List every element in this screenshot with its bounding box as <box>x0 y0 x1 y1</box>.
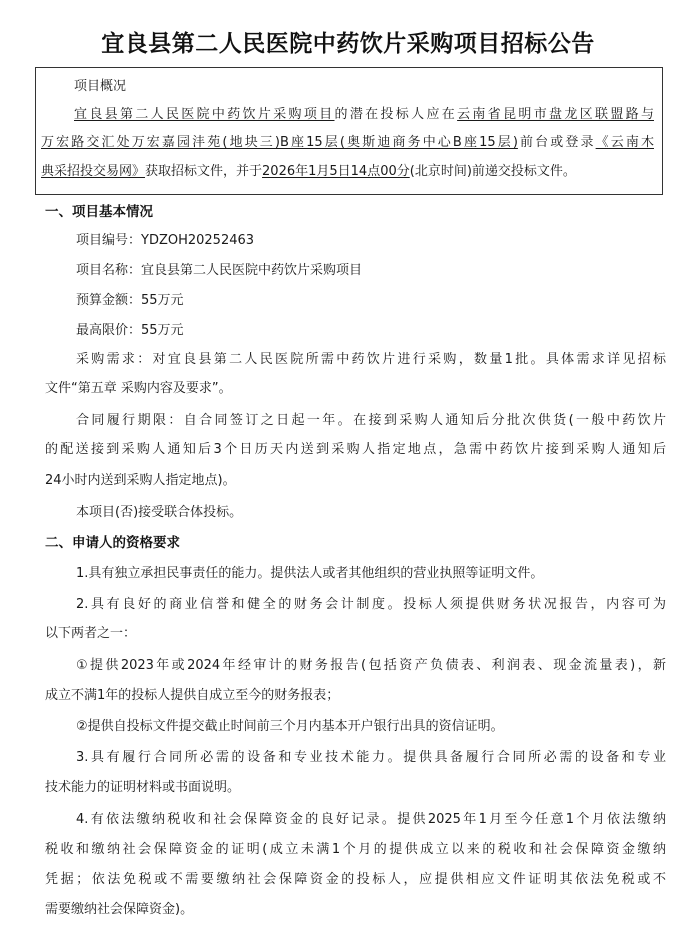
requirement-2-line-2: 以下两者之一： <box>45 626 137 641</box>
page-title: 宜良县第二人民医院中药饮片采购项目招标公告 <box>101 30 595 57</box>
overview-line-1 <box>74 105 654 125</box>
overview-address-cont: 万宏路交汇处万宏嘉园沣苑(地块三)B座15层(奥斯迪商务中心B座15层) <box>41 135 518 150</box>
section-2-heading: 二、申请人的资格要求 <box>45 535 180 551</box>
option-1-line-1: ①提供2023年或2024年经审计的财务报告(包括资产负债表、利润表、现金流量表)，新 <box>76 658 666 673</box>
project-overview-box <box>35 67 663 195</box>
overview-platform-link[interactable]: 《云南木 <box>595 135 654 150</box>
overview-deadline: 2026年1月5日14点00分 <box>262 164 410 179</box>
overview-text: 的潜在投标人应在 <box>334 107 458 122</box>
overview-address: 云南省昆明市盘龙区联盟路与 <box>457 107 654 122</box>
overview-line-3 <box>41 162 576 182</box>
max-price: 最高限价：55万元 <box>76 323 184 338</box>
requirement-4-line-4: 需要缴纳社会保障资金)。 <box>45 902 194 917</box>
requirement-4-line-1: 4.有依法缴纳税收和社会保障资金的良好记录。提供2025年1月至今任意1个月依法缴纳 <box>76 812 666 827</box>
requirement-3-line-2: 技术能力的证明材料或书面说明。 <box>45 780 241 795</box>
contract-period-line-3: 24小时内送到采购人指定地点)。 <box>45 473 236 488</box>
overview-line-2 <box>41 133 654 153</box>
project-number: 项目编号：YDZOH20252463 <box>76 233 255 248</box>
contract-period-line-2: 的配送接到采购人通知后3个日历天内送到采购人指定地点，急需中药饮片接到采购人通知后 <box>45 442 666 457</box>
requirement-4-line-2: 税收和缴纳社会保障资金的证明(成立未满1个月的提供成立以来的税收和社会保障资金缴纳 <box>45 842 666 857</box>
overview-text: 前台或登录 <box>517 135 596 150</box>
overview-label: 项目概况 <box>74 79 127 94</box>
requirement-2-line-1: 2.具有良好的商业信誉和健全的财务会计制度。投标人须提供财务状况报告，内容可为 <box>76 597 666 612</box>
contract-period-line-1: 合同履行期限：自合同签订之日起一年。在接到采购人通知后分批次供货(一般中药饮片 <box>76 413 666 428</box>
option-2: ②提供自投标文件提交截止时间前三个月内基本开户银行出具的资信证明。 <box>76 719 504 734</box>
procurement-demand-line-2: 文件“第五章 采购内容及要求”。 <box>45 381 232 396</box>
overview-text: (北京时间)前递交投标文件。 <box>409 164 576 179</box>
overview-platform-link-cont[interactable]: 典采招投交易网》 <box>41 164 146 179</box>
consortium-note: 本项目(否)接受联合体投标。 <box>76 505 243 520</box>
option-1-line-2: 成立不满1年的投标人提供自成立至今的财务报表； <box>45 688 340 703</box>
budget-amount: 预算金额：55万元 <box>76 293 184 308</box>
overview-text: 获取招标文件，并于 <box>145 164 263 179</box>
section-1-heading: 一、项目基本情况 <box>45 204 153 220</box>
requirement-3-line-1: 3.具有履行合同所必需的设备和专业技术能力。提供具备履行合同所必需的设备和专业 <box>76 750 666 765</box>
requirement-1: 1.具有独立承担民事责任的能力。提供法人或者其他组织的营业执照等证明文件。 <box>76 566 544 581</box>
procurement-demand-line-1: 采购需求：对宜良县第二人民医院所需中药饮片进行采购，数量1批。具体需求详见招标 <box>76 352 666 367</box>
requirement-4-line-3: 凭据；依法免税或不需要缴纳社会保障资金的投标人，应提供相应文件证明其依法免税或不 <box>45 872 666 887</box>
overview-project-name: 宜良县第二人民医院中药饮片采购项目 <box>74 107 335 122</box>
project-name: 项目名称：宜良县第二人民医院中药饮片采购项目 <box>76 263 363 278</box>
